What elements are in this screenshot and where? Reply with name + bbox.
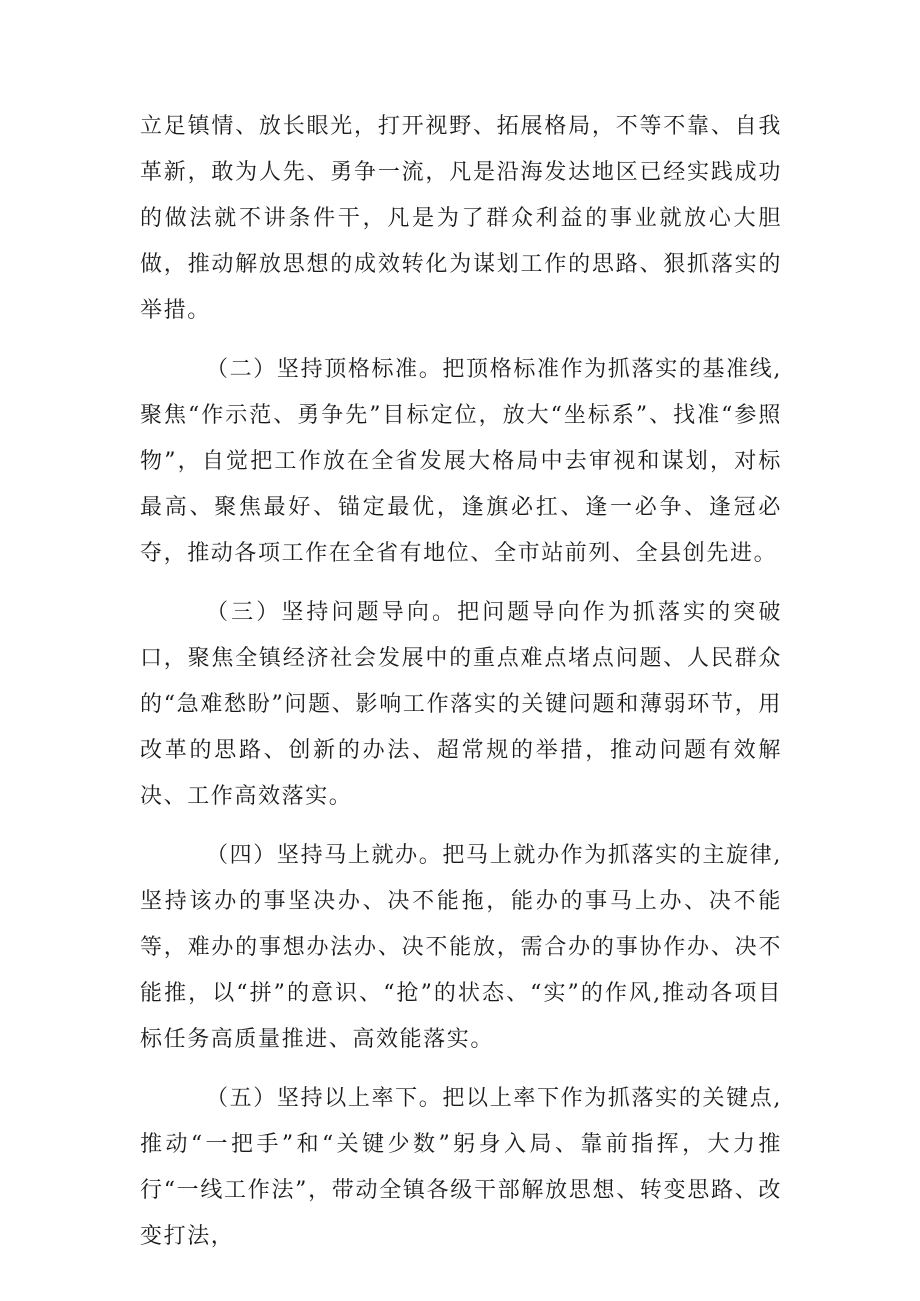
paragraph-4-act-immediately: （四）坚持马上就办。把马上就办作为抓落实的主旋律,坚持该办的事坚决办、决不能拖，能办的事马上办、决不能等，难办的事想办法办、决不能放，需合办的事协作办、决不能推，以“拼”的意识、“抢”的状态、“实”的作风,推动各项目标任务高质量推进、高效能落实。 <box>140 843 782 1052</box>
document-body <box>140 104 782 1273</box>
paragraph-continued: 立足镇情、放长眼光，打开视野、拓展格局，不等不靠、自我革新，敢为人先、勇争一流，凡是沿海发达地区已经实践成功的做法就不讲条件干，凡是为了群众利益的事业就放心大胆做，推动解放思想的成效转化为谋划工作的思路、狠抓落实的举措。 <box>140 114 782 323</box>
paragraph-5-lead-by-example: （五）坚持以上率下。把以上率下作为抓落实的关键点,推动“一把手”和“关键少数”躬身入局、靠前指挥，大力推行“一线工作法”，带动全镇各级干部解放思想、转变思路、改变打法， <box>140 1086 782 1249</box>
paragraph-2-top-standard: （二）坚持顶格标准。把顶格标准作为抓落实的基准线,聚焦“作示范、勇争先”目标定位，放大“坐标系”、找准“参照物”，自觉把工作放在全省发展大格局中去审视和谋划，对标最高、聚焦最好、锚定最优，逢旗必扛、逢一必争、逢冠必夺，推动各项工作在全省有地位、全市站前列、全县创先进。 <box>140 357 782 566</box>
paragraph-3-problem-oriented: （三）坚持问题导向。把问题导向作为抓落实的突破口，聚焦全镇经济社会发展中的重点难点堵点问题、人民群众的“急难愁盼”问题、影响工作落实的关键问题和薄弱环节，用改革的思路、创新的办法、超常规的举措，推动问题有效解决、工作高效落实。 <box>140 600 782 809</box>
